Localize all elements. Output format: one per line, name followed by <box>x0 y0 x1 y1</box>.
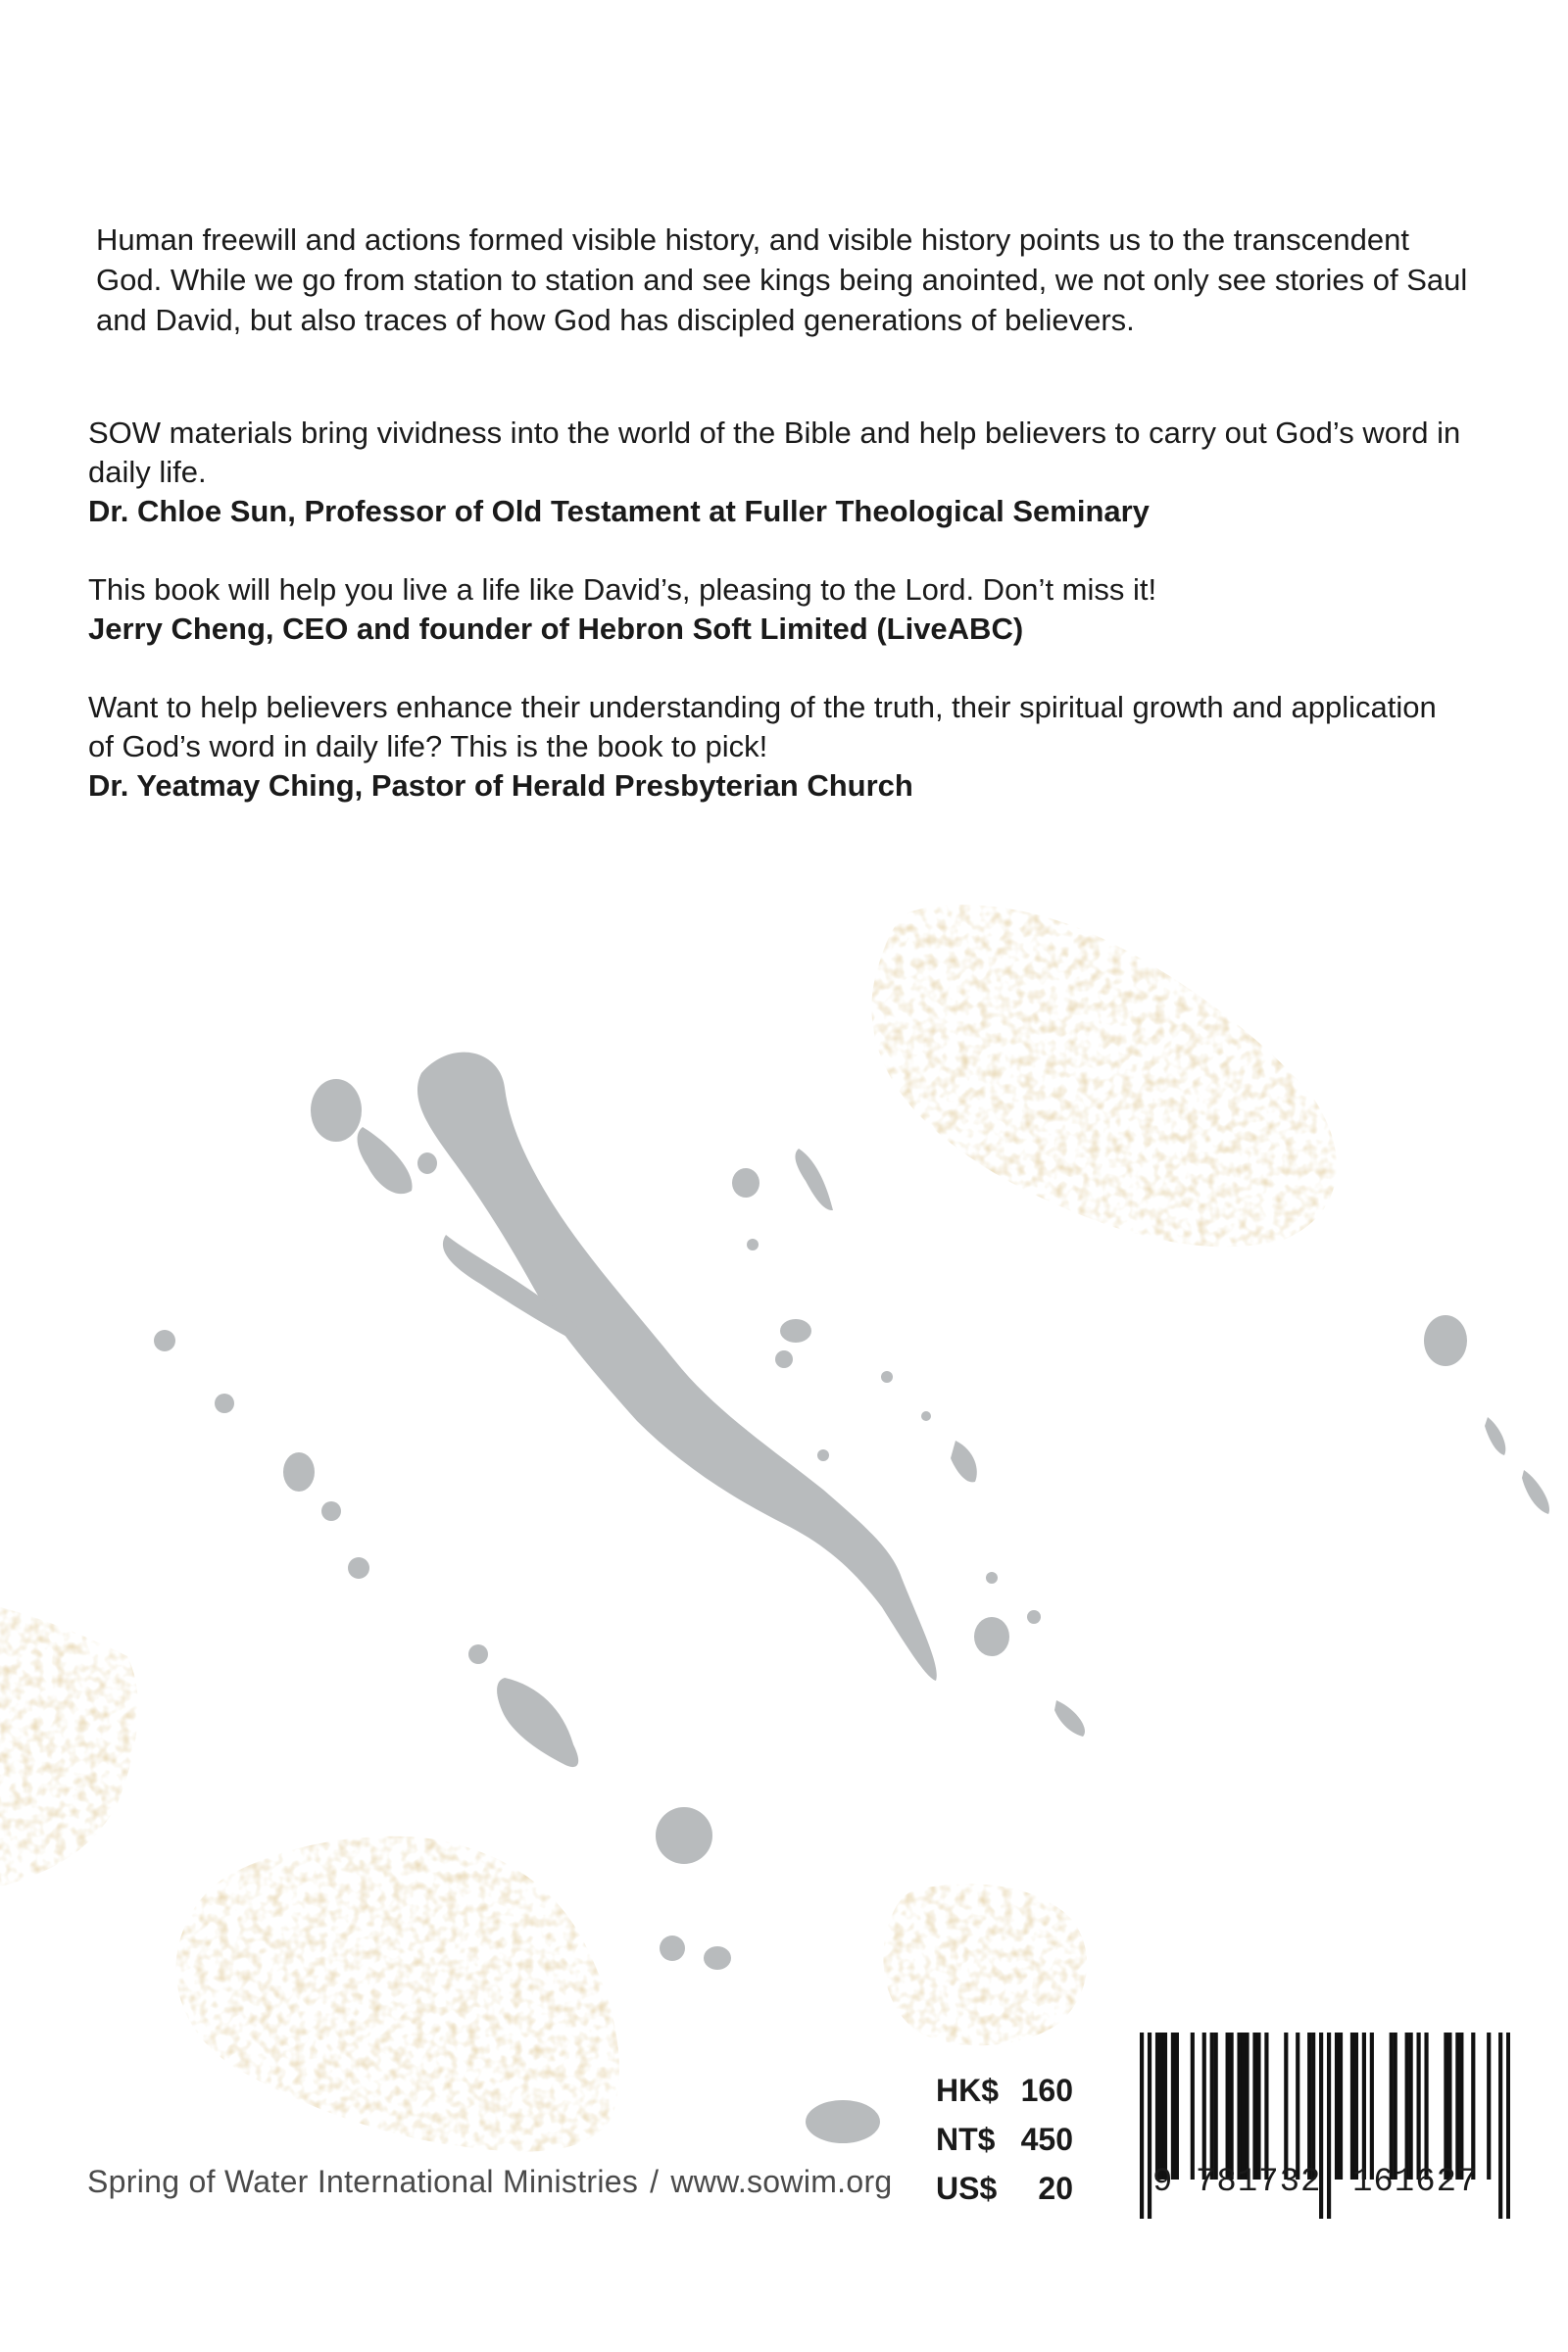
isbn-lead-digit: 9 <box>1152 2164 1174 2201</box>
isbn-group-2: 161627 <box>1352 2164 1479 2201</box>
barcode-bar <box>1256 2033 1260 2180</box>
stone-bottom-middle <box>883 1884 1087 2045</box>
publisher-name: Spring of Water International Ministries <box>87 2164 639 2199</box>
publisher-website: www.sowim.org <box>670 2164 893 2199</box>
barcode-bar <box>1327 2033 1331 2219</box>
publisher-separator: / <box>650 2164 660 2199</box>
price-row <box>936 2066 1073 2115</box>
barcode-bar <box>1409 2033 1413 2180</box>
barcode-bar <box>1284 2033 1288 2180</box>
barcode-bar <box>1459 2033 1463 2180</box>
barcode-bar <box>1339 2033 1343 2180</box>
price-row <box>936 2115 1073 2164</box>
stone-bottom-left <box>176 1837 619 2152</box>
isbn-group-1: 781732 <box>1196 2164 1322 2201</box>
barcode-bar <box>1506 2033 1510 2219</box>
barcode-bar <box>1335 2033 1339 2180</box>
barcode-bar <box>1241 2033 1245 2180</box>
barcode-bar <box>1210 2033 1214 2180</box>
price-currency: NT$ <box>936 2122 996 2157</box>
barcode-bar <box>1264 2033 1268 2180</box>
barcode-bar <box>1311 2033 1315 2180</box>
barcode-bar <box>1424 2033 1428 2180</box>
publisher-line <box>87 2164 893 2200</box>
endorsement-quote: This book will help you live a life like David’s, pleasing to the Lord. Don’t miss it! <box>88 572 1157 607</box>
back-cover-blurb: Human freewill and actions formed visible history, and visible history points us to the transcendent God. While we go from station to station and see kings being anointed, we not only see stories of Saul and David, but also traces of how God has discipled generations of believers. <box>96 222 1468 337</box>
barcode-bar <box>1171 2033 1175 2180</box>
barcode-bar <box>1417 2033 1421 2180</box>
barcode-bar <box>1202 2033 1206 2180</box>
endorsement <box>88 414 1470 531</box>
barcode-bar <box>1175 2033 1179 2180</box>
barcode-bar <box>1159 2033 1163 2180</box>
endorsement-author: Dr. Yeatmay Ching, Pastor of Herald Presbyterian Church <box>88 768 913 803</box>
barcode-bar <box>1226 2033 1230 2180</box>
barcode-bar <box>1163 2033 1167 2180</box>
barcode-bar <box>1245 2033 1249 2180</box>
price-currency: HK$ <box>936 2073 1000 2108</box>
barcode-bar <box>1498 2033 1502 2219</box>
barcode-bar <box>1455 2033 1459 2180</box>
barcode-bar <box>1362 2033 1366 2180</box>
barcode-bar <box>1350 2033 1354 2180</box>
price-currency: US$ <box>936 2171 998 2206</box>
barcode-bar <box>1230 2033 1234 2180</box>
barcode-bar <box>1394 2033 1397 2180</box>
barcode-bar <box>1148 2033 1152 2219</box>
barcode-bar <box>1487 2033 1491 2180</box>
endorsement-author: Jerry Cheng, CEO and founder of Hebron Soft Limited (LiveABC) <box>88 612 1024 646</box>
price-amount: 20 <box>1038 2171 1073 2206</box>
endorsement-quote: SOW materials bring vividness into the world of the Bible and help believers to carry out God’s word in daily life. <box>88 416 1461 489</box>
price-amount: 160 <box>1020 2073 1073 2108</box>
barcode-bar <box>1405 2033 1409 2180</box>
barcode-bar <box>1307 2033 1311 2180</box>
stone-left <box>0 1607 138 1886</box>
barcode-bar <box>1471 2033 1475 2180</box>
barcode-bar <box>1214 2033 1218 2180</box>
barcode-bar <box>1252 2033 1256 2180</box>
endorsement <box>88 688 1470 806</box>
barcode-bar <box>1390 2033 1394 2180</box>
barcode-bar <box>1237 2033 1241 2180</box>
barcode-bar <box>1370 2033 1374 2180</box>
barcode-bar <box>1140 2033 1144 2219</box>
barcode-bar <box>1447 2033 1451 2180</box>
endorsement-quote: Want to help believers enhance their understanding of the truth, their spiritual growth and application of God’s word in daily life? This is the book to pick! <box>88 690 1437 763</box>
price-row <box>936 2164 1073 2213</box>
price-list <box>936 2066 1073 2213</box>
endorsement-author: Dr. Chloe Sun, Professor of Old Testament at Fuller Theological Seminary <box>88 494 1150 528</box>
stone-top-right <box>871 905 1337 1247</box>
barcode-bar <box>1191 2033 1195 2180</box>
barcode-bar <box>1444 2033 1447 2180</box>
barcode-bar <box>1354 2033 1358 2180</box>
barcode-bar <box>1296 2033 1299 2180</box>
endorsement <box>88 570 1470 649</box>
price-amount: 450 <box>1020 2122 1073 2157</box>
barcode-bar <box>1155 2033 1159 2180</box>
